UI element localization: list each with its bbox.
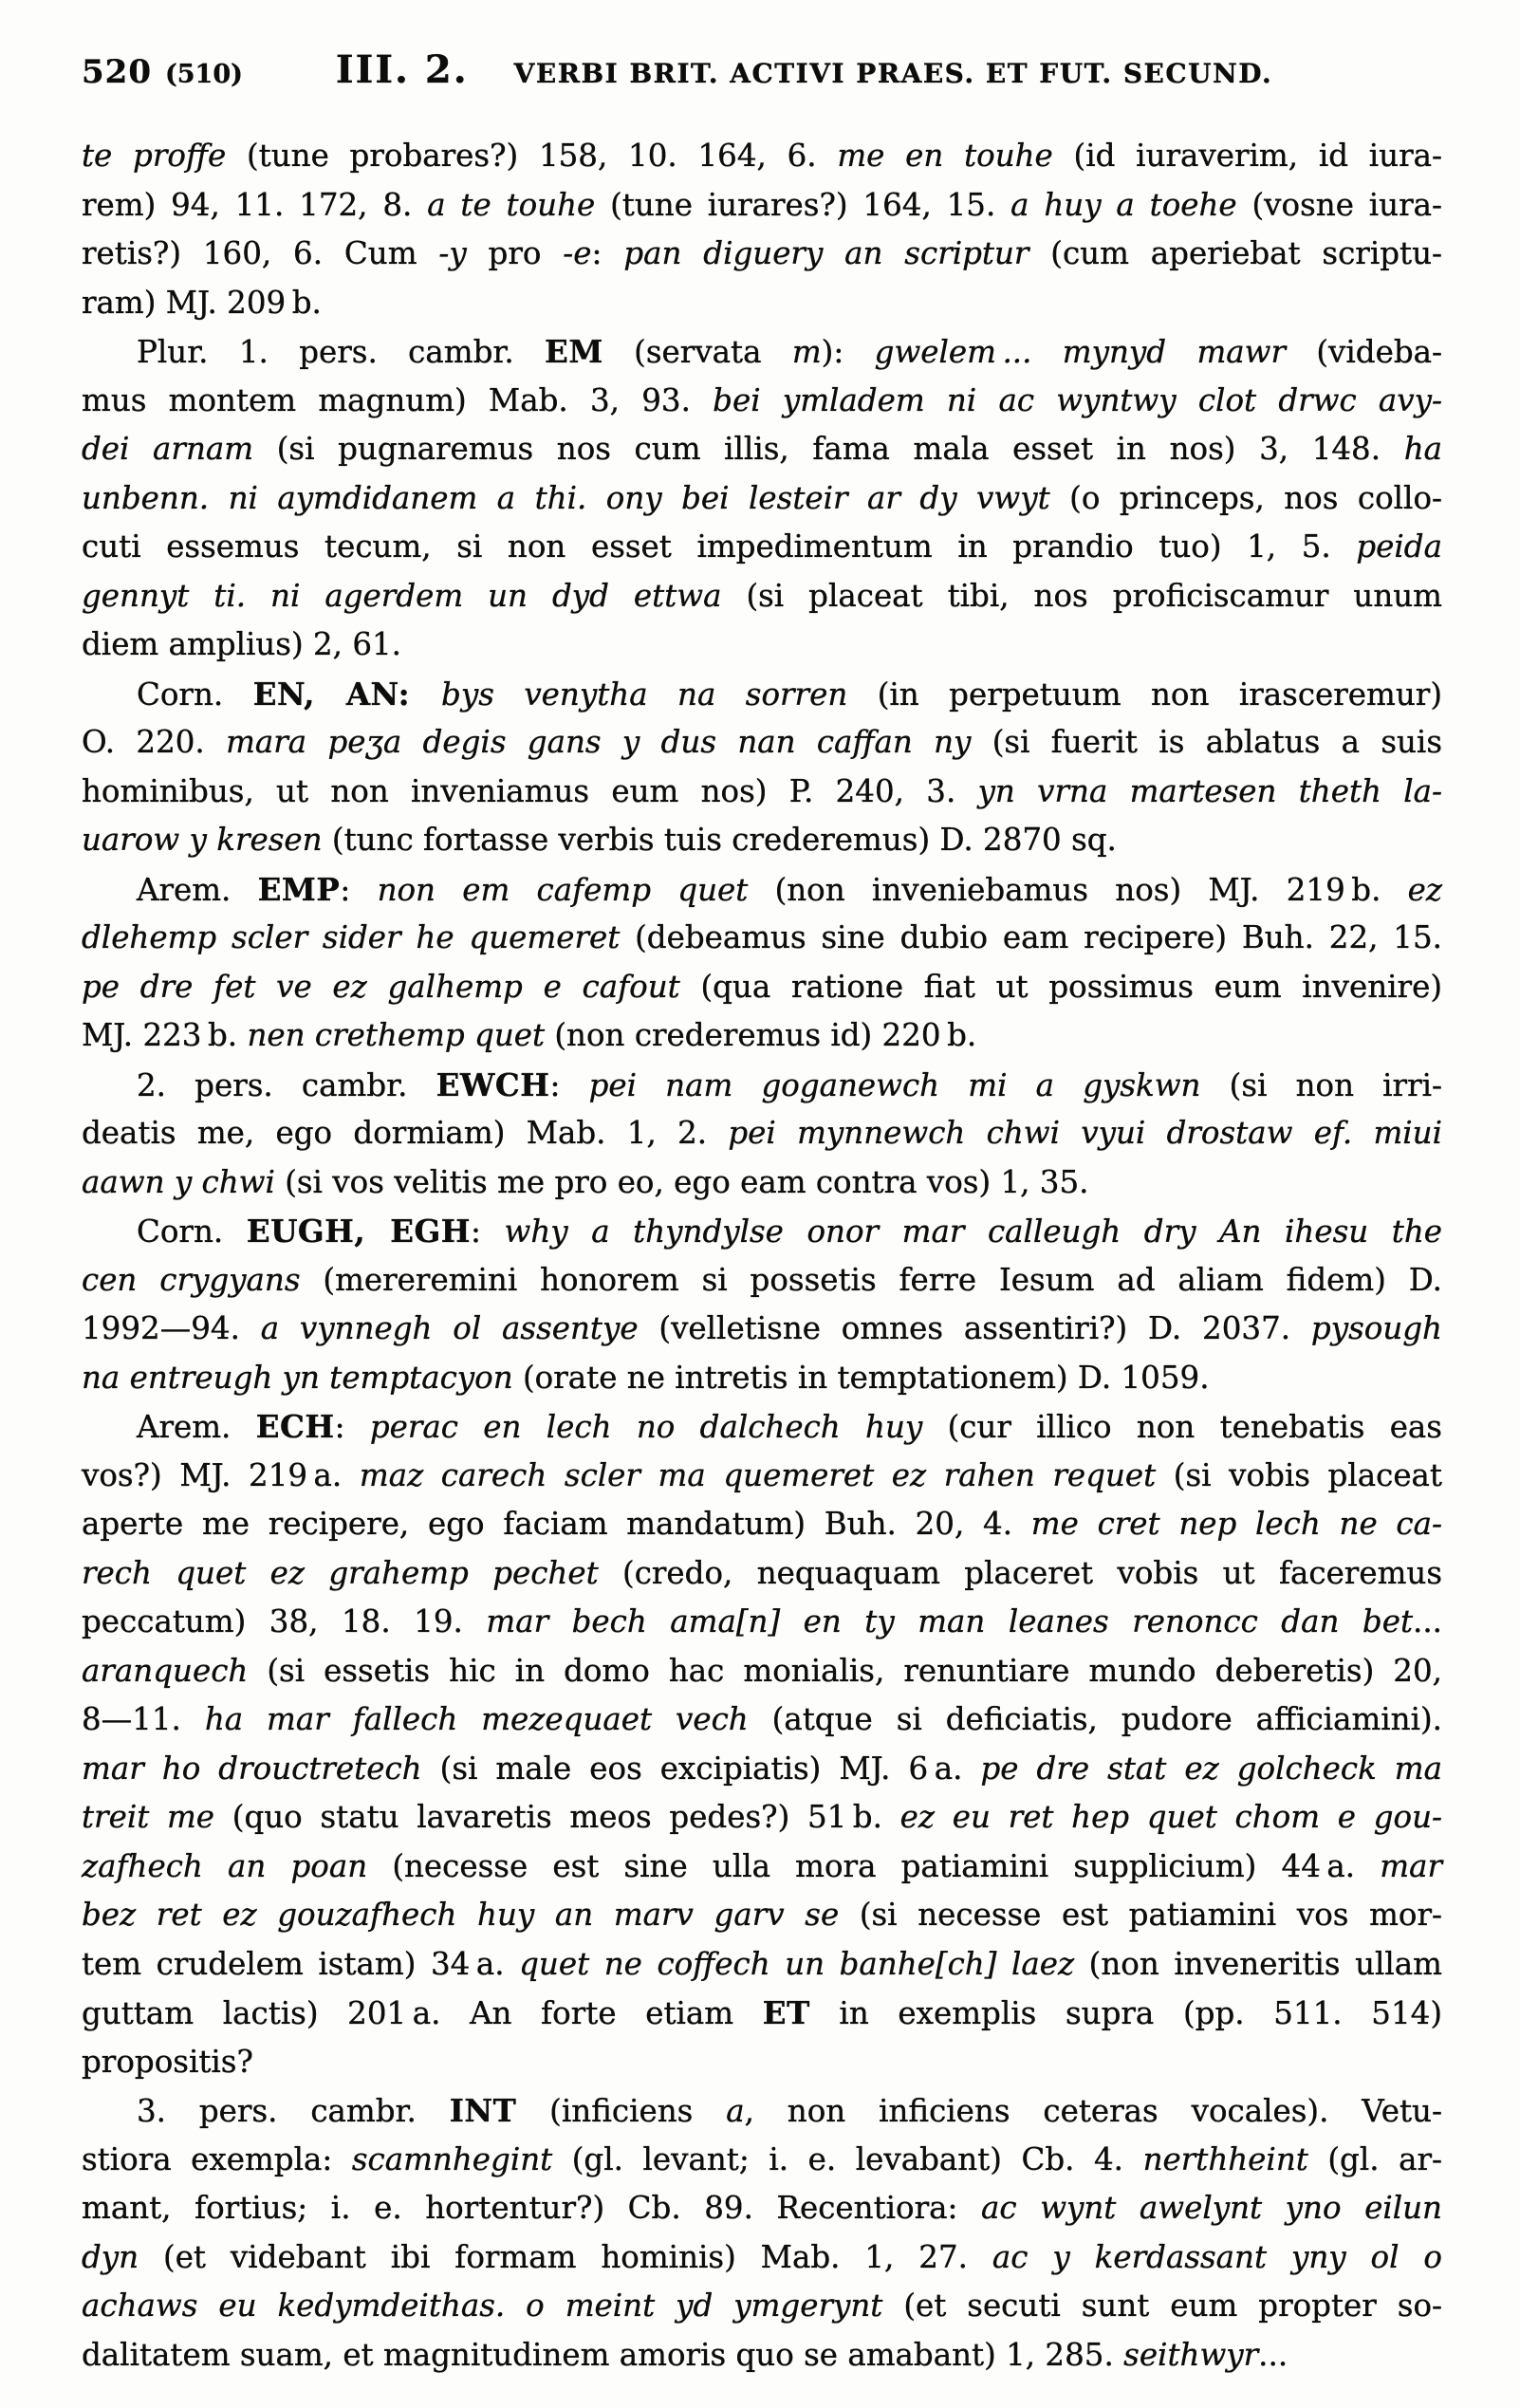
text-segment: m	[791, 334, 822, 370]
text-segment: Arem.	[137, 871, 258, 908]
text-block	[82, 132, 1442, 2380]
text-line	[82, 2086, 1442, 2136]
text-segment: 8—11.	[82, 1701, 205, 1737]
text-segment: Corn.	[137, 676, 253, 713]
text-segment: dalitatem suam, et magnitudinem amoris quo se amabant) 1, 285.	[82, 2336, 1124, 2373]
text-segment: achaws eu kedymdeithas. o meint yd ymgerynt	[82, 2288, 904, 2324]
text-segment: nen crethemp quet	[247, 1017, 555, 1053]
text-segment: (si necesse est patiamini vos mor-	[859, 1897, 1442, 1933]
text-segment: -y	[438, 235, 467, 271]
section-label: III. 2.	[335, 47, 469, 92]
text-segment: (credo, nequaquam placeret vobis ut faceremus	[622, 1554, 1442, 1591]
text-segment: (tune probares?) 158, 10. 164, 6.	[246, 138, 838, 174]
text-line	[82, 425, 1442, 474]
text-segment: peccatum) 38, 18. 19.	[82, 1603, 487, 1639]
text-segment: zafhech an poan	[82, 1847, 393, 1884]
text-segment: pysough	[1310, 1310, 1442, 1346]
text-segment: peida	[1356, 528, 1442, 565]
text-segment: (quo statu lavaretis meos pedes?) 51 b.	[232, 1799, 900, 1835]
text-segment: diem amplius) 2, 61.	[82, 626, 402, 662]
text-segment: (non crederemus id) 220 b.	[554, 1017, 977, 1053]
text-line	[82, 1500, 1442, 1549]
text-segment: mara peʒa degis gans y dus nan caffan ny	[226, 724, 992, 760]
text-segment: (si male eos excipiatis) MJ. 6 a.	[439, 1750, 981, 1787]
text-line	[82, 1109, 1442, 1158]
text-line	[82, 1452, 1442, 1501]
text-segment: nerthheint	[1142, 2140, 1328, 2177]
text-line	[82, 2331, 1442, 2380]
text-segment: me en touhe	[837, 138, 1074, 174]
text-segment: (si essetis hic in domo hac monialis, renuntiare mundo deberetis) 20,	[267, 1652, 1442, 1689]
text-segment: bys venytha na sorren	[441, 676, 878, 713]
text-segment: ha	[1403, 431, 1442, 467]
text-line	[82, 1207, 1442, 1256]
text-line	[82, 1843, 1442, 1892]
text-segment: cen crygyans	[82, 1261, 324, 1298]
text-line	[82, 2282, 1442, 2331]
text-line	[82, 865, 1442, 915]
text-segment: rech quet ez grahemp pechet	[82, 1554, 623, 1591]
text-line	[82, 2233, 1442, 2283]
text-line	[82, 327, 1442, 377]
text-segment: a huy a toehe	[1010, 186, 1252, 223]
text-segment: (si placeat tibi, nos proficiscamur unum	[746, 577, 1442, 614]
text-segment: (cur illico non tenebatis eas	[947, 1409, 1442, 1445]
page-number-alt: (510)	[164, 60, 243, 89]
text-segment: ha mar fallech mezequaet vech	[204, 1701, 772, 1737]
text-segment: stiora exempla:	[82, 2140, 352, 2177]
text-segment: (si vos velitis me pro eo, ego eam contra vos) 1, 35.	[285, 1163, 1089, 1200]
text-segment: deatis me, ego dormiam) Mab. 1, 2.	[82, 1115, 729, 1151]
text-line	[82, 2136, 1442, 2185]
text-segment: EWCH	[436, 1065, 550, 1103]
text-segment: scamnhegint	[351, 2140, 572, 2177]
text-segment: (si non irri-	[1229, 1066, 1443, 1103]
text-line	[82, 1695, 1442, 1745]
text-line	[82, 181, 1442, 231]
text-segment: pan diguery an scriptur	[623, 235, 1051, 271]
text-segment: (qua ratione fiat ut possimus eum invenire)	[700, 968, 1442, 1005]
text-line	[82, 621, 1442, 670]
page-header	[82, 47, 1442, 92]
text-segment: (atque si deficiatis, pudore afficiamini).	[771, 1701, 1443, 1737]
text-segment: guttam lactis) 201 a. An forte etiam	[82, 1995, 763, 2031]
text-line	[82, 1598, 1442, 1647]
text-line	[82, 1647, 1442, 1696]
text-segment: ...	[1258, 2336, 1288, 2373]
text-segment: EMP	[257, 870, 341, 908]
text-segment: (si vobis placeat	[1173, 1456, 1442, 1493]
text-line	[82, 963, 1442, 1012]
text-segment: bez ret ez gouzafhech huy an marv garv se	[82, 1897, 860, 1933]
text-segment: (id iuraverim, id iura-	[1073, 138, 1442, 174]
text-segment: ECH	[255, 1408, 335, 1445]
text-line	[82, 132, 1442, 181]
text-line	[82, 230, 1442, 279]
text-segment: gennyt ti. ni agerdem un dyd ettwa	[82, 577, 747, 614]
text-line	[82, 1940, 1442, 1990]
text-line	[82, 2184, 1442, 2233]
text-segment: :	[471, 1213, 505, 1250]
text-segment: ET	[762, 1994, 810, 2031]
text-segment: (tune iurares?) 164, 15.	[610, 186, 1011, 223]
text-segment: ram) MJ. 209 b.	[82, 284, 322, 321]
text-segment: ...	[1413, 1603, 1442, 1639]
text-segment: pei nam goganewch mi a gyskwn	[588, 1066, 1230, 1103]
text-segment: mus montem magnum) Mab. 3, 93.	[82, 381, 714, 418]
text-segment: (in perpetuum non irasceremur)	[877, 676, 1443, 713]
text-segment: me cret nep lech ne ca-	[1030, 1506, 1442, 1542]
text-segment: pe dre stat ez golcheck ma	[980, 1750, 1442, 1787]
text-segment: non em cafemp quet	[377, 871, 775, 908]
text-segment: (cum aperiebat scriptu-	[1050, 235, 1443, 271]
text-segment: perac en lech no dalchech huy	[369, 1409, 948, 1445]
text-segment: (inficiens	[516, 2093, 727, 2129]
text-segment: a te touhe	[427, 186, 611, 223]
text-segment: dyn	[82, 2238, 164, 2275]
text-segment: (velletisne omnes assentiri?) D. 2037.	[658, 1310, 1311, 1346]
text-segment: propositis?	[82, 2043, 253, 2080]
text-segment: seithwyr	[1123, 2336, 1259, 2373]
text-line	[82, 914, 1442, 963]
text-segment: mar	[1380, 1847, 1442, 1884]
text-segment: ez	[1407, 871, 1443, 908]
text-line	[82, 1989, 1442, 2038]
text-line	[82, 1061, 1442, 1110]
text-segment: retis?) 160, 6. Cum	[82, 235, 439, 271]
text-segment: mar bech ama[n] en ty man leanes renoncc dan bet	[486, 1603, 1413, 1639]
text-line	[82, 816, 1442, 865]
text-line	[82, 1549, 1442, 1599]
text-line	[82, 1745, 1442, 1794]
text-segment: a	[726, 2093, 745, 2129]
text-segment: :	[591, 235, 624, 271]
text-line	[82, 670, 1442, 719]
text-segment: ez eu ret hep quet chom e gou-	[899, 1799, 1443, 1835]
text-segment: treit me	[82, 1799, 232, 1835]
text-segment: :	[549, 1066, 589, 1103]
text-line	[82, 377, 1442, 426]
text-segment: (orate ne intretis in temptationem) D. 1059.	[523, 1359, 1210, 1396]
text-segment: tem crudelem istam) 34 a.	[82, 1945, 520, 1982]
text-segment: uarow y kresen	[82, 822, 332, 858]
text-line	[82, 474, 1442, 524]
text-segment: na entreugh yn temptacyon	[82, 1359, 523, 1396]
text-segment: -e	[563, 235, 592, 271]
text-segment: (mereremini honorem si possetis ferre Iesum ad aliam fidem) D.	[323, 1261, 1443, 1298]
text-segment: EUGH, EGH	[246, 1213, 471, 1250]
text-line	[82, 1158, 1442, 1208]
text-segment: dei arnam	[82, 431, 277, 467]
text-segment: 2. pers. cambr.	[137, 1066, 436, 1103]
text-segment: hominibus, ut non inveniamus eum nos) P. 240, 3.	[82, 772, 978, 809]
text-segment: (si fuerit is ablatus a suis	[992, 724, 1443, 760]
text-segment: Corn.	[137, 1213, 247, 1250]
running-title: VERBI BRIT. ACTIVI PRAES. ET FUT. SECUND.	[513, 58, 1273, 89]
text-segment: mar ho drouctretech	[82, 1750, 440, 1787]
text-segment: EM	[545, 333, 603, 370]
text-segment: MJ. 223 b.	[82, 1017, 248, 1053]
text-segment: (non inveneritis ullam	[1088, 1945, 1442, 1982]
text-segment: 1992—94.	[82, 1310, 261, 1346]
text-segment: :	[340, 871, 378, 908]
text-segment: ):	[821, 334, 875, 370]
text-segment: quet ne coffech un banhe[ch] laez	[519, 1945, 1089, 1982]
text-segment: aawn y chwi	[82, 1163, 286, 1200]
text-segment: pe dre fet ve ez galhemp e cafout	[82, 968, 701, 1005]
text-line	[82, 768, 1442, 817]
text-segment: (non inveniebamus nos) MJ. 219 b.	[774, 871, 1408, 908]
text-segment: :	[334, 1409, 370, 1445]
text-segment: 3. pers. cambr.	[137, 2093, 450, 2129]
text-segment: (debeamus sine dubio eam recipere) Buh. 22, 15.	[635, 919, 1442, 955]
text-line	[82, 1256, 1442, 1306]
text-segment: (o princeps, nos collo-	[1069, 479, 1443, 516]
text-segment: , non inficiens ceteras vocales). Vetu-	[744, 2093, 1442, 2129]
text-segment: pei mynnewch chwi vyui drostaw ef. miui	[728, 1115, 1442, 1151]
text-segment: INT	[449, 2092, 517, 2129]
text-segment: Plur. 1. pers. cambr.	[137, 334, 546, 370]
text-segment: ac y kerdassant yny ol o	[992, 2238, 1442, 2275]
text-line	[82, 718, 1442, 768]
text-segment: EN, AN:	[252, 675, 442, 713]
text-segment: aperte me recipere, ego faciam mandatum) Buh. 20, 4.	[82, 1506, 1031, 1542]
text-segment: ac wynt awelynt yno eilun	[981, 2190, 1442, 2226]
text-segment: yn vrna martesen theth la-	[977, 772, 1442, 809]
text-segment: cuti essemus tecum, si non esset impedimentum in prandio tuo) 1, 5.	[82, 528, 1357, 565]
text-segment: vos?) MJ. 219 a.	[82, 1456, 360, 1493]
text-segment: maz carech scler ma quemeret ez rahen requet	[359, 1456, 1174, 1493]
text-segment: (gl. ar-	[1327, 2140, 1443, 2177]
text-segment: mant, fortius; i. e. hortentur?) Cb. 89. Recentiora:	[82, 2190, 982, 2226]
text-segment: (necesse est sine ulla mora patiamini supplicium) 44 a.	[392, 1847, 1381, 1884]
text-segment: (et videbant ibi formam hominis) Mab. 1, 27.	[163, 2238, 992, 2275]
text-segment: bei ymladem ni ac wyntwy clot drwc avy-	[713, 381, 1442, 418]
text-line	[82, 1305, 1442, 1354]
text-line	[82, 1354, 1442, 1403]
text-segment: a vynnegh ol assentye	[260, 1310, 659, 1346]
text-segment: rem) 94, 11. 172, 8.	[82, 186, 428, 223]
text-line	[82, 572, 1442, 621]
text-segment: (gl. levant; i. e. levabant) Cb. 4.	[571, 2140, 1143, 2177]
text-segment: (servata	[602, 334, 792, 370]
text-segment: pro	[466, 235, 564, 271]
text-segment: (videba-	[1316, 334, 1442, 370]
text-line	[82, 1402, 1442, 1452]
text-line	[82, 1793, 1442, 1843]
text-segment: aranquech	[82, 1652, 268, 1689]
page-number: 520	[82, 53, 152, 91]
text-line	[82, 523, 1442, 572]
text-segment: (et secuti sunt eum propter so-	[903, 2288, 1442, 2324]
text-segment: te proffe	[82, 138, 247, 174]
text-segment: (vosne iura-	[1251, 186, 1443, 223]
text-line	[82, 2038, 1442, 2087]
text-segment: in exemplis supra (pp. 511. 514)	[809, 1995, 1443, 2031]
text-segment: unbenn. ni aymdidanem a thi. ony bei lesteir ar dy vwyt	[82, 479, 1070, 516]
text-line	[82, 1011, 1442, 1061]
text-segment: gwelem ... mynyd mawr	[874, 334, 1317, 370]
text-segment: (si pugnaremus nos cum illis, fama mala esset in nos) 3, 148.	[276, 431, 1404, 467]
text-segment: (tunc fortasse verbis tuis crederemus) D. 2870 sq.	[331, 822, 1117, 858]
text-line	[82, 279, 1442, 328]
text-segment: O. 220.	[82, 724, 227, 760]
text-segment: Arem.	[137, 1409, 256, 1445]
text-segment: dlehemp scler sider he quemeret	[82, 919, 636, 955]
text-segment: why a thyndylse onor mar calleugh dry An ihesu the	[504, 1213, 1443, 1250]
text-line	[82, 1891, 1442, 1940]
